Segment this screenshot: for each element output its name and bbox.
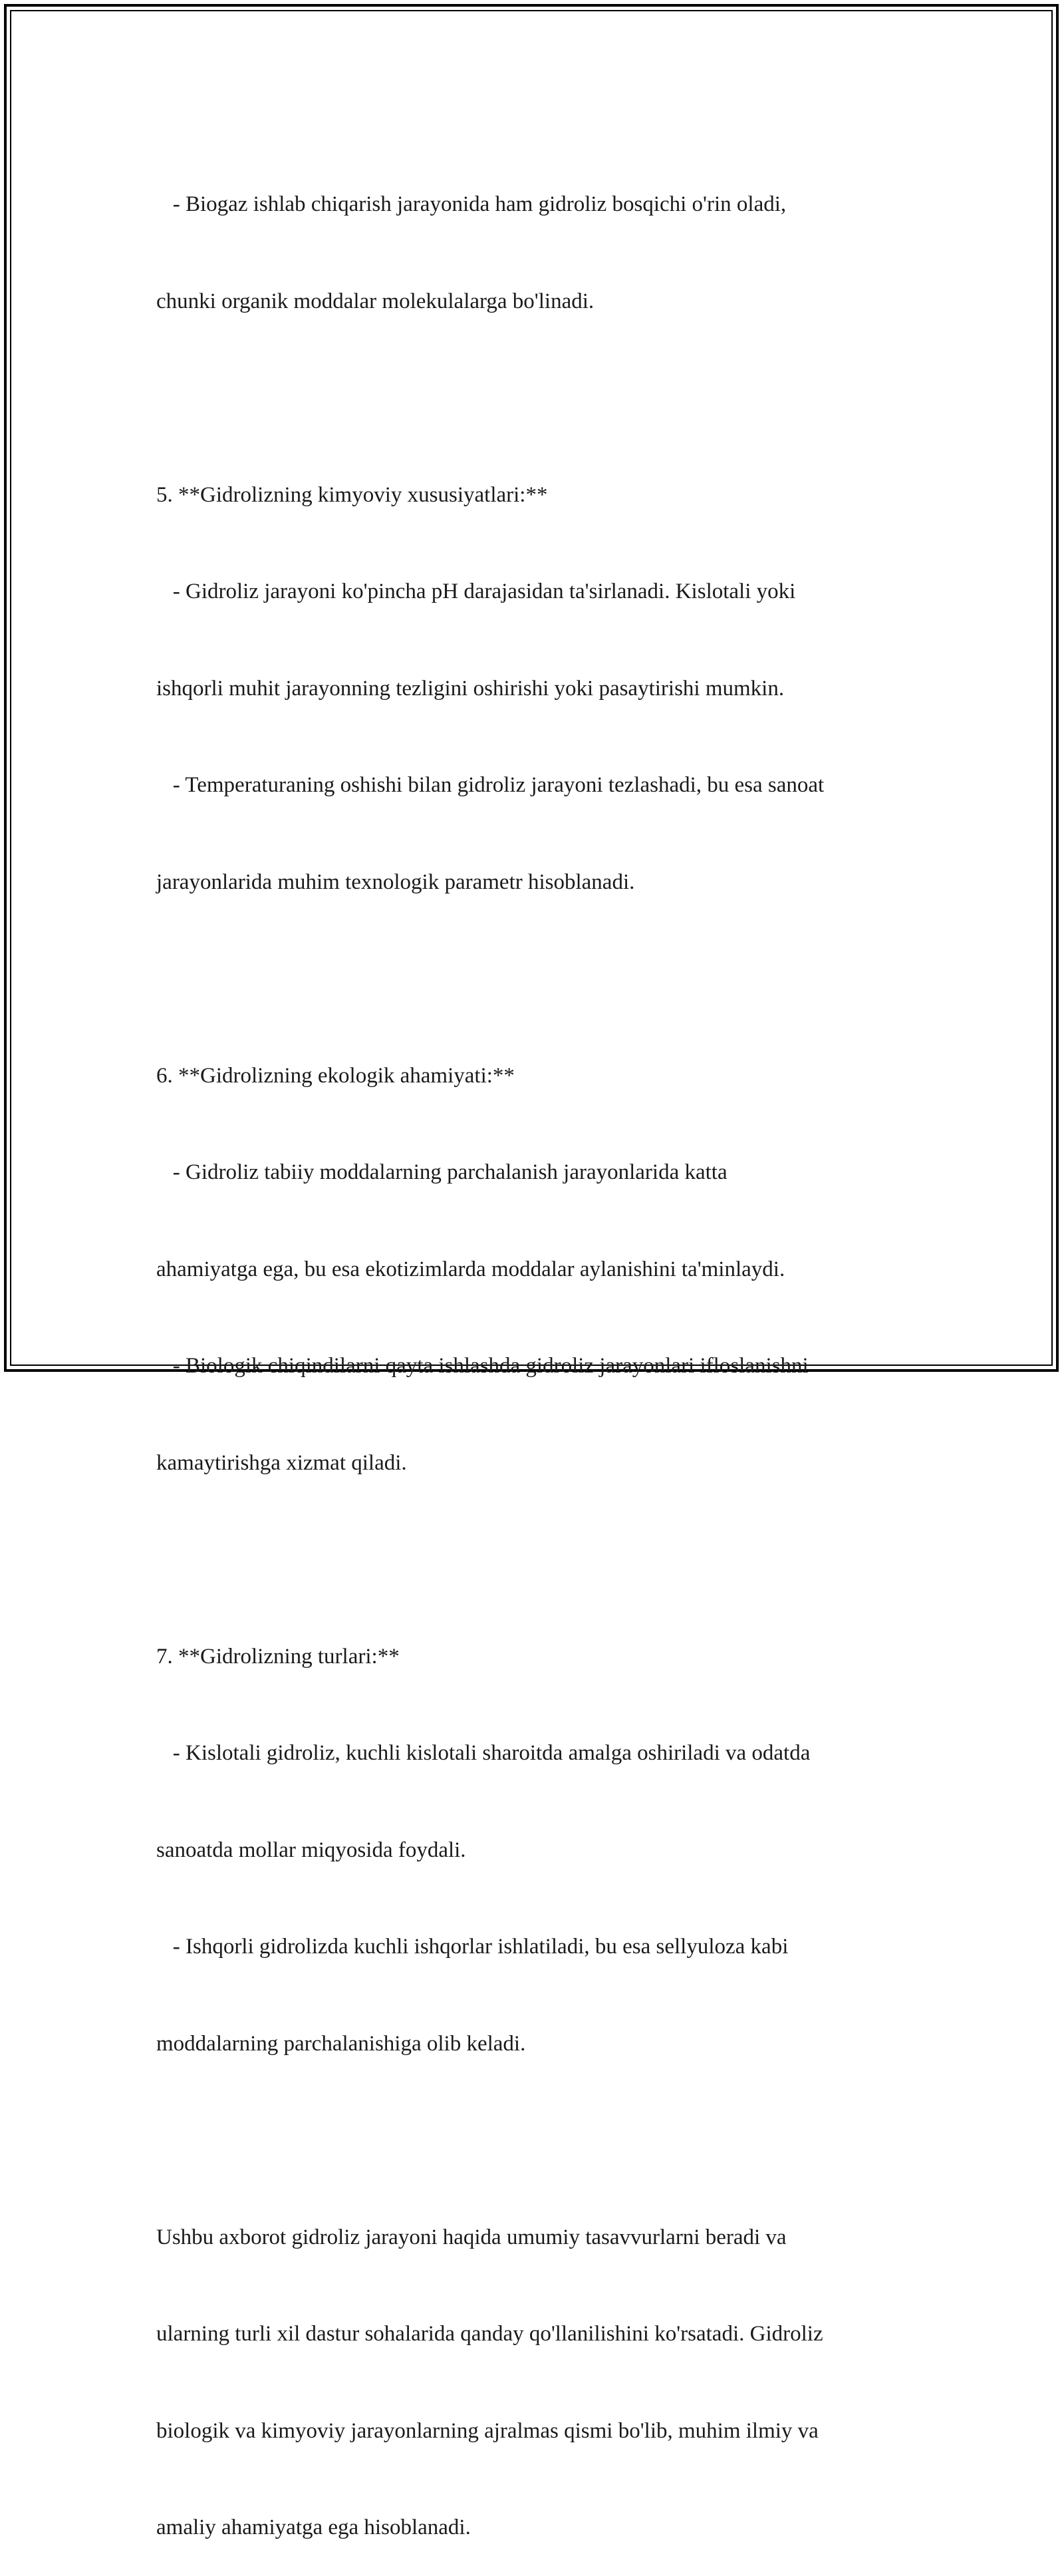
conclusion-line: biologik va kimyoviy jarayonlarning ajralmas qismi bo'lib, muhim ilmiy va xyxy=(156,2418,819,2443)
text-line: - Kislotali gidroliz, kuchli kislotali sharoitda amalga oshiriladi va odatda xyxy=(156,1741,811,1765)
blank-line xyxy=(156,963,928,995)
text-line: - Ishqorli gidrolizda kuchli ishqorlar ishlatiladi, bu esa sellyuloza kabi xyxy=(156,1935,789,1959)
text-line: chunki organik moddalar molekulalarga bo'linadi. xyxy=(156,289,595,313)
blank-line xyxy=(156,2124,928,2157)
document-text xyxy=(156,124,928,2576)
text-line: - Biologik chiqindilarni qayta ishlashda gidroliz jarayonlari ifloslanishni xyxy=(156,1354,809,1378)
text-line: ahamiyatga ega, bu esa ekotizimlarda moddalar aylanishini ta'minlaydi. xyxy=(156,1257,785,1281)
text-line: sanoatda mollar miqyosida foydali. xyxy=(156,1838,466,1862)
conclusion-line: Ushbu axborot gidroliz jarayoni haqida umumiy tasavvurlarni beradi va xyxy=(156,2225,787,2249)
section-heading-5: 5. **Gidrolizning kimyoviy xususiyatlari:** xyxy=(156,482,548,507)
text-line: ishqorli muhit jarayonning tezligini oshirishi yoki pasaytirishi mumkin. xyxy=(156,676,785,701)
text-line: - Biogaz ishlab chiqarish jarayonida ham gidroliz bosqichi o'rin oladi, xyxy=(156,192,787,216)
text-line: kamaytirishga xizmat qiladi. xyxy=(156,1450,407,1475)
blank-line xyxy=(156,382,928,414)
text-line: - Gidroliz jarayoni ko'pincha pH darajasidan ta'sirlanadi. Kislotali yoki xyxy=(156,579,796,603)
blank-line xyxy=(156,1543,928,1576)
text-line: moddalarning parchalanishiga olib keladi. xyxy=(156,2031,526,2056)
text-line: - Temperaturaning oshishi bilan gidroliz jarayoni tezlashadi, bu esa sanoat xyxy=(156,773,825,797)
section-heading-6: 6. **Gidrolizning ekologik ahamiyati:** xyxy=(156,1063,515,1088)
text-line: - Gidroliz tabiiy moddalarning parchalanish jarayonlarida katta xyxy=(156,1160,728,1184)
section-heading-7: 7. **Gidrolizning turlari:** xyxy=(156,1644,400,1669)
conclusion-line: amaliy ahamiyatga ega hisoblanadi. xyxy=(156,2515,471,2539)
text-line: jarayonlarida muhim texnologik parametr hisoblanadi. xyxy=(156,870,635,894)
conclusion-line: ularning turli xil dastur sohalarida qanday qo'llanilishini ko'rsatadi. Gidroliz xyxy=(156,2322,823,2346)
